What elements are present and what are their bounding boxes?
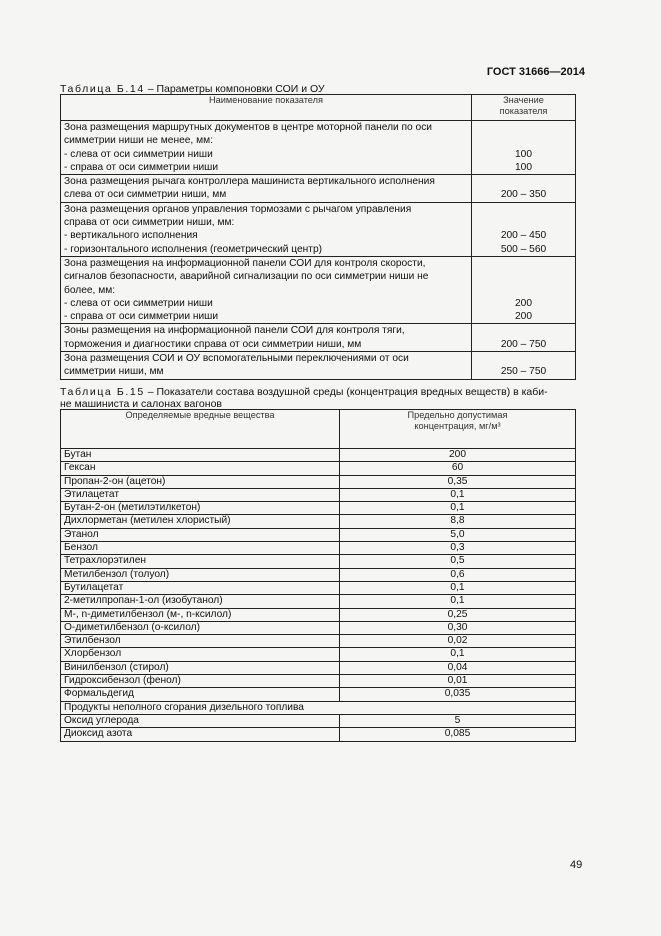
table15-row: [61, 528, 576, 541]
table14-value-line: [475, 203, 572, 216]
table14-value-cell: [472, 202, 576, 256]
table14-value-line: [475, 121, 572, 134]
max-concentration: 0,3: [340, 542, 576, 555]
table14-col2-line2: показателя: [499, 106, 548, 116]
table15-row: [61, 648, 576, 661]
table14-value-cell: [472, 121, 576, 175]
table14-value-line: 250 – 750: [500, 366, 547, 378]
max-concentration: 0,04: [340, 661, 576, 674]
table14-title: – Параметры компоновки СОИ и ОУ: [144, 83, 325, 95]
table15-title-line2: не машиниста и салонах вагонов: [60, 398, 222, 410]
table14-col1-header: Наименование показателя: [61, 95, 472, 121]
table14-label: Таблица Б.14: [60, 83, 145, 95]
table14-col2-line1: Значение: [503, 95, 544, 105]
substance-name: Диоксид азота: [61, 728, 340, 741]
max-concentration: 0,5: [340, 555, 576, 568]
max-concentration: 0,1: [340, 581, 576, 594]
max-concentration: 0,02: [340, 635, 576, 648]
substance-name: Бутилацетат: [61, 581, 340, 594]
table14-value-line: [475, 175, 572, 188]
table15-caption: [60, 386, 580, 410]
table14-param-cell: [61, 175, 472, 203]
max-concentration: 0,1: [340, 648, 576, 661]
table15-col1-header: Определяемые вредные вещества: [61, 410, 340, 449]
table15-row: [61, 661, 576, 674]
table14-value-line: 200 – 350: [500, 189, 547, 201]
table14-row: [61, 121, 576, 175]
substance-name: Формальдегид: [61, 688, 340, 701]
max-concentration: 0,6: [340, 568, 576, 581]
max-concentration: 0,1: [340, 502, 576, 515]
table14-value-line: [475, 352, 572, 365]
table14-value-line: [475, 284, 572, 297]
substance-name: Этанол: [61, 528, 340, 541]
substance-name: М-, n-диметилбензол (м-, n-ксилол): [61, 608, 340, 621]
substance-name: Этилацетат: [61, 488, 340, 501]
max-concentration: 0,035: [340, 688, 576, 701]
max-concentration: 0,1: [340, 488, 576, 501]
table14-value-line: [475, 216, 572, 229]
table15-row: [61, 675, 576, 688]
table14-param-line: - справа от оси симметрии ниши: [64, 161, 219, 173]
max-concentration: 0,1: [340, 595, 576, 608]
table14-param-line: слева от оси симметрии ниши, мм: [64, 189, 227, 201]
table15-row: [61, 595, 576, 608]
substance-name: Бутан-2-он (метилэтилкетон): [61, 502, 340, 515]
substance-name: Хлорбензол: [61, 648, 340, 661]
table15-row: [61, 542, 576, 555]
table15-section-row: [61, 701, 576, 714]
table14-param-cell: [61, 324, 472, 352]
max-concentration: 0,30: [340, 621, 576, 634]
table14-value-line: [475, 270, 572, 283]
table15-row: [61, 635, 576, 648]
table14-row: [61, 175, 576, 203]
table15-row: [61, 688, 576, 701]
max-concentration: 200: [340, 449, 576, 462]
table14-param-cell: [61, 202, 472, 256]
table14-param-line: справа от оси симметрии ниши, мм:: [64, 217, 235, 229]
table15-header-row: [61, 410, 576, 449]
table14-value-line: 100: [515, 148, 532, 160]
table15-row: [61, 449, 576, 462]
table14-param-line: торможения и диагностики справа от оси симметрии ниши, мм: [64, 338, 362, 350]
table14-row: [61, 352, 576, 380]
table14-param-line: Зона размещения на информационной панели СОИ для контроля скорости,: [64, 257, 426, 269]
table14-value-line: 500 – 560: [500, 243, 547, 255]
table14-value-cell: [472, 175, 576, 203]
table14-param-line: Зона размещения органов управления тормозами с рычагом управления: [64, 203, 412, 215]
table14-body: [61, 121, 576, 380]
max-concentration: 60: [340, 462, 576, 475]
table14-param-line: симметрии ниши не менее, мм:: [64, 135, 213, 147]
table14-param-line: более, мм:: [64, 284, 116, 296]
page-number: 49: [570, 859, 583, 871]
table14-param-line: сигналов безопасности, аварийной сигнализации по оси симметрии ниши не: [64, 271, 429, 283]
table14-param-cell: [61, 352, 472, 380]
table14-value-line: 200: [515, 297, 532, 309]
table14-param-line: - слева от оси симметрии ниши: [64, 148, 213, 160]
table14-value-line: [475, 134, 572, 147]
table14-param-line: - вертикального исполнения: [64, 230, 198, 242]
max-concentration: 5: [340, 714, 576, 727]
max-concentration: 0,25: [340, 608, 576, 621]
table14-value-line: 200 – 750: [500, 338, 547, 350]
table14-header-row: [61, 95, 576, 121]
table14-param-line: Зона размещения маршрутных документов в центре моторной панели по оси: [64, 122, 432, 133]
table14-param-line: Зона размещения СОИ и ОУ вспомогательными переключениями от оси: [64, 353, 409, 365]
substance-name: Этилбензол: [61, 635, 340, 648]
max-concentration: 0,085: [340, 728, 576, 741]
table14-value-line: 200 – 450: [500, 230, 547, 242]
table14-value-line: [475, 257, 572, 270]
substance-name: Бензол: [61, 542, 340, 555]
table15-row: [61, 728, 576, 741]
table15-col2-line2: концентрация, мг/м³: [414, 421, 501, 431]
table15-row: [61, 555, 576, 568]
max-concentration: 8,8: [340, 515, 576, 528]
table15-row: [61, 502, 576, 515]
substance-name: Бутан: [61, 449, 340, 462]
table14-row: [61, 256, 576, 323]
document-header: ГОСТ 31666—2014: [486, 66, 585, 78]
table14-param-cell: [61, 256, 472, 323]
table15-title-line1: – Показатели состава воздушной среды (концентрация вредных веществ) в каби-: [144, 386, 548, 398]
table15-body: [61, 449, 576, 742]
table14-col2-header: [472, 95, 576, 121]
max-concentration: 5,0: [340, 528, 576, 541]
table14-param-cell: [61, 121, 472, 175]
table15-row: [61, 475, 576, 488]
max-concentration: 0,01: [340, 675, 576, 688]
max-concentration: 0,35: [340, 475, 576, 488]
table14-param-line: - справа от оси симметрии ниши: [64, 311, 219, 323]
table14-value-line: 100: [515, 161, 532, 173]
substance-name: Тетрахлорэтилен: [61, 555, 340, 568]
table15-row: [61, 608, 576, 621]
substance-name: Метилбензол (толуол): [61, 568, 340, 581]
table15-col2-line1: Предельно допустимая: [407, 410, 508, 420]
table14-value-line: 200: [515, 311, 532, 323]
table15-row: [61, 488, 576, 501]
substance-name: О-диметилбензол (о-ксилол): [61, 621, 340, 634]
table15: [60, 409, 576, 742]
substance-name: Оксид углерода: [61, 714, 340, 727]
table14-value-cell: [472, 256, 576, 323]
substance-name: 2-метилпропан-1-ол (изобутанол): [61, 595, 340, 608]
substance-name: Гидроксибензол (фенол): [61, 675, 340, 688]
table14-value-cell: [472, 324, 576, 352]
table15-row: [61, 515, 576, 528]
substance-name: Дихлорметан (метилен хлористый): [61, 515, 340, 528]
table14-row: [61, 324, 576, 352]
table14-param-line: - слева от оси симметрии ниши: [64, 297, 213, 309]
table14-value-line: [475, 324, 572, 337]
table14-param-line: Зоны размещения на информационной панели СОИ для контроля тяги,: [64, 325, 405, 337]
table15-row: [61, 462, 576, 475]
substance-name: Винилбензол (стирол): [61, 661, 340, 674]
table14-row: [61, 202, 576, 256]
section-label: Продукты неполного сгорания дизельного топлива: [61, 701, 576, 714]
table15-col2-header: [340, 410, 576, 449]
table14-param-line: Зона размещения рычага контроллера машиниста вертикального исполнения: [64, 176, 435, 188]
table15-label: Таблица Б.15: [60, 386, 145, 398]
table14: [60, 94, 576, 380]
substance-name: Пропан-2-он (ацетон): [61, 475, 340, 488]
table15-row: [61, 568, 576, 581]
table14-param-line: симметрии ниши, мм: [64, 366, 164, 378]
substance-name: Гексан: [61, 462, 340, 475]
table15-row: [61, 714, 576, 727]
table14-param-line: - горизонтального исполнения (геометрический центр): [64, 243, 323, 255]
table15-row: [61, 621, 576, 634]
table15-row: [61, 581, 576, 594]
table14-value-cell: [472, 352, 576, 380]
